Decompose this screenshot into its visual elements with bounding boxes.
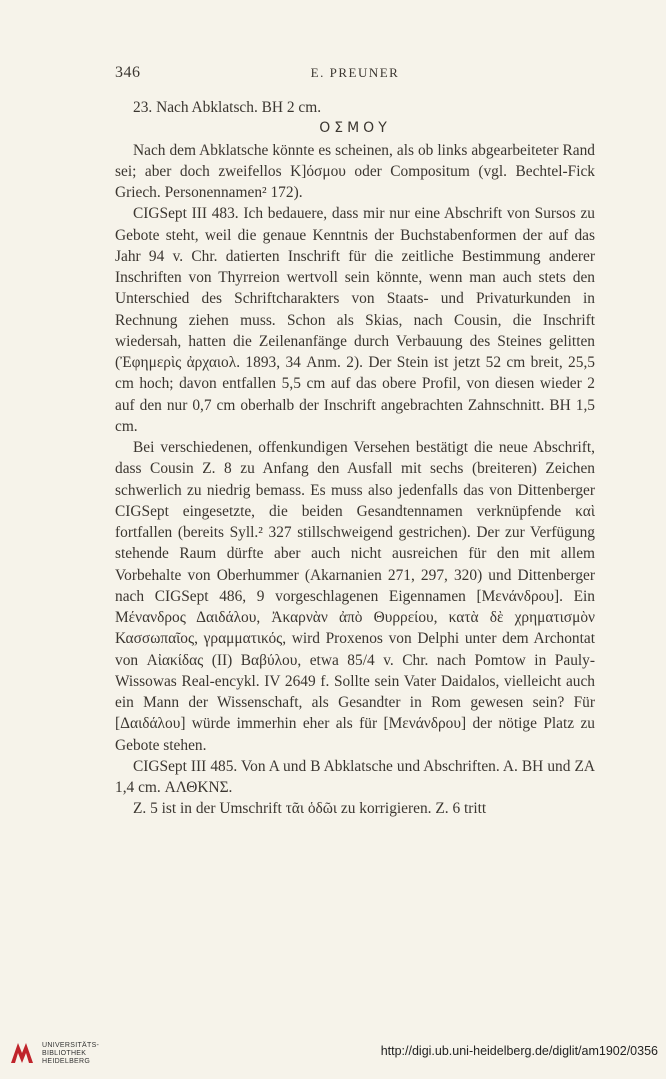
page-number: 346 xyxy=(115,64,141,81)
paragraph-cigsept-485: CIGSept III 485. Von A und B Abklatsche und Abschriften. A. BH und ZA 1,4 cm. ΑΛΘΚΝΣ. xyxy=(115,757,595,796)
paragraph-versehen: Bei verschiedenen, offenkundigen Versehen bestätigt die neue Abschrift, dass Cousin Z. 8 zu Anfang den Ausfall mit sechs (breiteren) Zeichen schwerlich zu niedrig bemass. Es muss also jedenfalls das von Dittenberger CIGSept eingesetzte, die beiden Gesandtennamen verknüpfende καὶ fortfallen (bereits Syll.² 327 stillschweigend gestrichen). Der zur Verfügung stehende Raum dürfte aber auch nicht ausreichen für den mit allem Vorbehalte von Oberhummer (Akarnanien 271, 297, 320) und Dittenberger nach CIGSept 486, 9 vorgeschlagenen Eigennamen [Μενάνδρου]. Ein Μένανδρος Δαιδάλου, Ἀκαρνὰν ἀπὸ Θυρρείου, κατὰ δὲ χρηματισμὸν Κασσωπαῖος, γραμματικός, wird Proxenos von Delphi unter dem Archontat von Αἰακίδας (II) Βαβύλου, etwa 85/4 v. Chr. nach Pomtow in Pauly-Wissowas Real-encykl. IV 2649 f. Sollte sein Vater Daidalos, vielleicht auch ein Mann der Wissenschaft, als Gesandter in Rom gewesen sein? Für [Δαιδάλου] würde immerhin eher als für [Μενάνδρου] der nötige Platz zu Gebote stehen. xyxy=(115,439,595,754)
paragraph-entry-23: 23. Nach Abklatsch. BH 2 cm. xyxy=(133,99,322,116)
inscription-heading: ΟΣΜΟΥ xyxy=(319,120,391,137)
paragraph-z5: Z. 5 ist in der Umschrift τᾶι ὁδῶι zu korrigieren. Z. 6 tritt xyxy=(133,800,487,818)
university-library-logo-icon xyxy=(7,1039,37,1067)
running-head-author: E. PREUNER xyxy=(310,65,400,80)
paragraph-abklatsch: Nach dem Abklatsche könnte es scheinen, als ob links abgearbeiteter Rand sei; aber doch zweifellos Κ]όσμου oder Compositum (vgl. Bechtel-Fick Griech. Personennamen² 172). xyxy=(115,141,595,201)
body-text xyxy=(115,97,595,820)
running-head xyxy=(115,64,595,84)
paragraph-cigsept-483: CIGSept III 483. Ich bedauere, dass mir nur eine Abschrift von Sursos zu Gebote steht, weil die genaue Kenntnis der Buchstabenformen der auf das Jahr 94 v. Chr. datierten Inschrift für die zeitliche Bestimmung anderer Inschriften von Thyrreion wertvoll sein könnte, wenn man auch stets den Unterschied des Schriftcharakters von Staats- und Privaturkunden in Rechnung ziehen muss. Schon als Skias, nach Cousin, die Inschrift wiedersah, hatten die Zeilenanfänge durch Verbauung des Steines gelitten (Ἐφημερὶς ἀρχαιολ. 1893, 34 Anm. 2). Der Stein ist jetzt 52 cm breit, 25,5 cm hoch; davon entfallen 5,5 cm auf das obere Profil, von diesen wieder 2 auf den nur 0,7 cm oberhalb der Inschrift angebrachten Zahnschnitt. BH 1,5 cm. xyxy=(115,205,595,435)
digitization-footer xyxy=(0,1029,666,1079)
source-url-link[interactable]: http://digi.ub.uni-heidelberg.de/diglit/am1902/0356 xyxy=(380,1044,658,1058)
library-name: UNIVERSITÄTS- BIBLIOTHEK HEIDELBERG xyxy=(42,1042,100,1065)
